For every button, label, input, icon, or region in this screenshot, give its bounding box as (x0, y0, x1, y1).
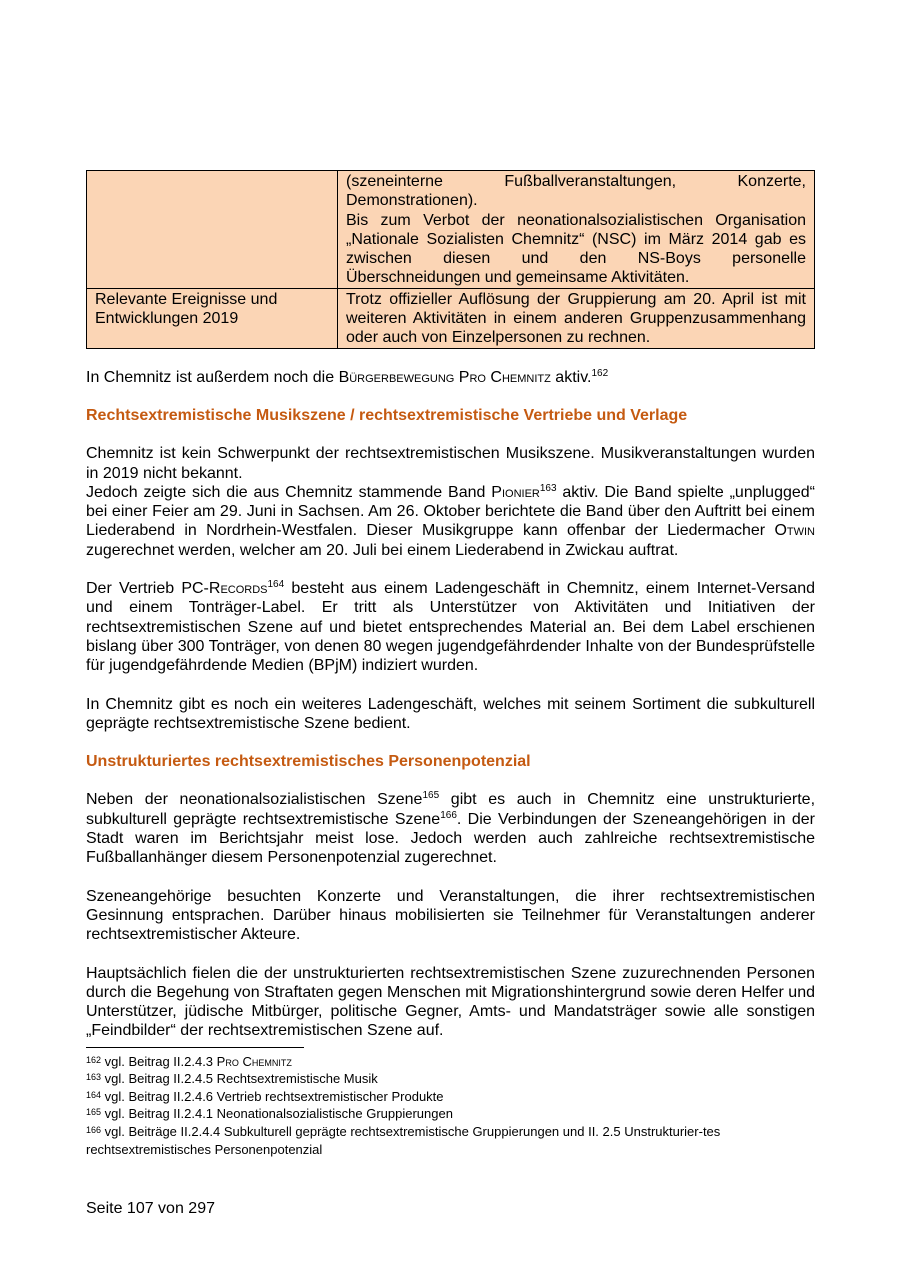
page-number: Seite 107 von 297 (86, 1200, 215, 1217)
paragraph: Szeneangehörige besuchten Konzerte und Veranstaltungen, die ihrer rechtsextremistischen Gesinnung entsprachen. Darüber hinaus mobilisierten sie Teilnehmer für Veranstaltungen anderer rechtsextremistischer Akteure. (86, 887, 815, 944)
footnote: $^{164}$ vgl. Beitrag II.2.4.6 Vertrieb rechtsextremistischer Produkte (86, 1088, 444, 1104)
section-heading-unstructured: Unstrukturiertes rechtsextremistisches Personenpotenzial (86, 753, 531, 771)
section-heading-music: Rechtsextremistische Musikszene / rechtsextremistische Vertriebe und Verlage (86, 406, 688, 424)
footnote-ref[interactable]: 165 (422, 790, 440, 802)
footnote-ref[interactable]: 162 (591, 367, 609, 379)
footnote: $^{165}$ vgl. Beitrag II.2.4.1 Neonationalsozialistische Gruppierungen (86, 1106, 453, 1122)
footnote-ref[interactable]: 166 (440, 809, 457, 821)
footnote: $^{166}$ vgl. Beiträge II.2.4.4 Subkulturell geprägte rechtsextremistische Gruppierungen und II. 2.5 Unstrukturier-tes rechtsextremistisches Personenpotenzial (86, 1124, 721, 1157)
page-content (86, 170, 815, 1158)
band-name: Pionier (491, 483, 540, 501)
table-value-cell: Trotz offizieller Auflösung der Gruppierung am 20. April ist mit weiteren Aktivitäten in einem anderen Gruppenzusammenhang oder auch von Einzelpersonen zu rechnen. (338, 288, 815, 348)
table-row (87, 171, 815, 289)
footnote-divider (86, 1047, 304, 1048)
paragraph: Chemnitz ist kein Schwerpunkt der rechtsextremistischen Musikszene. Musikveranstaltungen wurden in 2019 nicht bekannt. (86, 445, 815, 482)
paragraph: Hauptsächlich fielen die der unstrukturierten rechtsextremistischen Szene zuzurechnenden Personen durch die Begehung von Straftaten gegen Menschen mit Migrationshintergrund sowie deren Helfer und Unterstützer, jüdische Mitbürger, politische Gegner, Amts- und Mandatsträger sowie alle sonstigen „Feindbilder“ der rechtsextremistischen Szene auf. (86, 964, 815, 1040)
footnote-ref[interactable]: 163 (539, 482, 557, 494)
intro-paragraph: In Chemnitz ist außerdem noch die Bürgerbewegung Pro Chemnitz aktiv.$^{162}$ (86, 367, 609, 386)
footnote-ref[interactable]: 164 (267, 579, 285, 591)
organisation-name: Bürgerbewegung Pro Chemnitz (338, 368, 551, 386)
footnote: $^{162}$ vgl. Beitrag II.2.4.3 Pro Chemnitz (86, 1053, 292, 1069)
table-cell-activities (338, 171, 815, 289)
table-row (87, 288, 815, 348)
vendor-name: PC-Records (181, 580, 268, 598)
person-name: Otwin (774, 522, 815, 540)
table-label-cell: Relevante Ereignisse und Entwicklungen 2019 (87, 288, 338, 348)
footnote: $^{163}$ vgl. Beitrag II.2.4.5 Rechtsextremistische Musik (86, 1071, 378, 1087)
paragraph: Neben der neonationalsozialistischen Szene$^{165}$ gibt es auch in Chemnitz eine unstrukturierte, subkulturell geprägte rechtsextremistische Szene$^{166}$. Die Verbindungen der Szeneangehörigen in der Stadt waren im Berichtsjahr meist lose. Jedoch werden auch zahlreiche rechtsextremistische Fußballanhänger diesem Personenpotenzial zugerechnet. (86, 790, 816, 867)
paragraph: In Chemnitz gibt es noch ein weiteres Ladengeschäft, welches mit seinem Sortiment die subkulturell geprägte rechtsextremistische Szene bedient. (86, 695, 815, 732)
table-text-line: Bis zum Verbot der neonationalsozialistischen Organisation „Nationale Sozialisten Chemnitz“ (NSC) im März 2014 gab es zwischen diesen und den NS-Boys personelle Überschneidungen und gemeinsame Aktivitäten. (346, 211, 806, 287)
table-cell-empty (87, 171, 338, 289)
paragraph: Der Vertrieb PC-Records$^{164}$ besteht aus einem Ladengeschäft in Chemnitz, einem Internet-Versand und einem Tonträger-Label. Er tritt als Unterstützer von Aktivitäten und Initiativen der rechtsextremistischen Szene auf und bietet entsprechendes Material an. Bei dem Label erschienen bislang über 300 Tonträger, von denen 80 wegen jugendgefährdender Inhalte von der Bundesprüfstelle für jugendgefährdende Medien (BPjM) indiziert wurden. (86, 579, 815, 675)
paragraph: Jedoch zeigte sich die aus Chemnitz stammende Band Pionier$^{163}$ aktiv. Die Band spielte „unplugged“ bei einer Feier am 29. Juni in Sachsen. Am 26. Oktober berichtete die Band über den Auftritt bei einem Liederabend in Nordrhein-Westfalen. Dieser Musikgruppe kann offenbar der Liedermacher Otwin zugerechnet werden, welcher am 20. Juli bei einem Liederabend in Zwickau auftrat. (86, 482, 816, 559)
table-text-line: (szeneinterne Fußballveranstaltungen, Konzerte, Demonstrationen). (346, 173, 806, 210)
group-info-table (86, 170, 815, 349)
